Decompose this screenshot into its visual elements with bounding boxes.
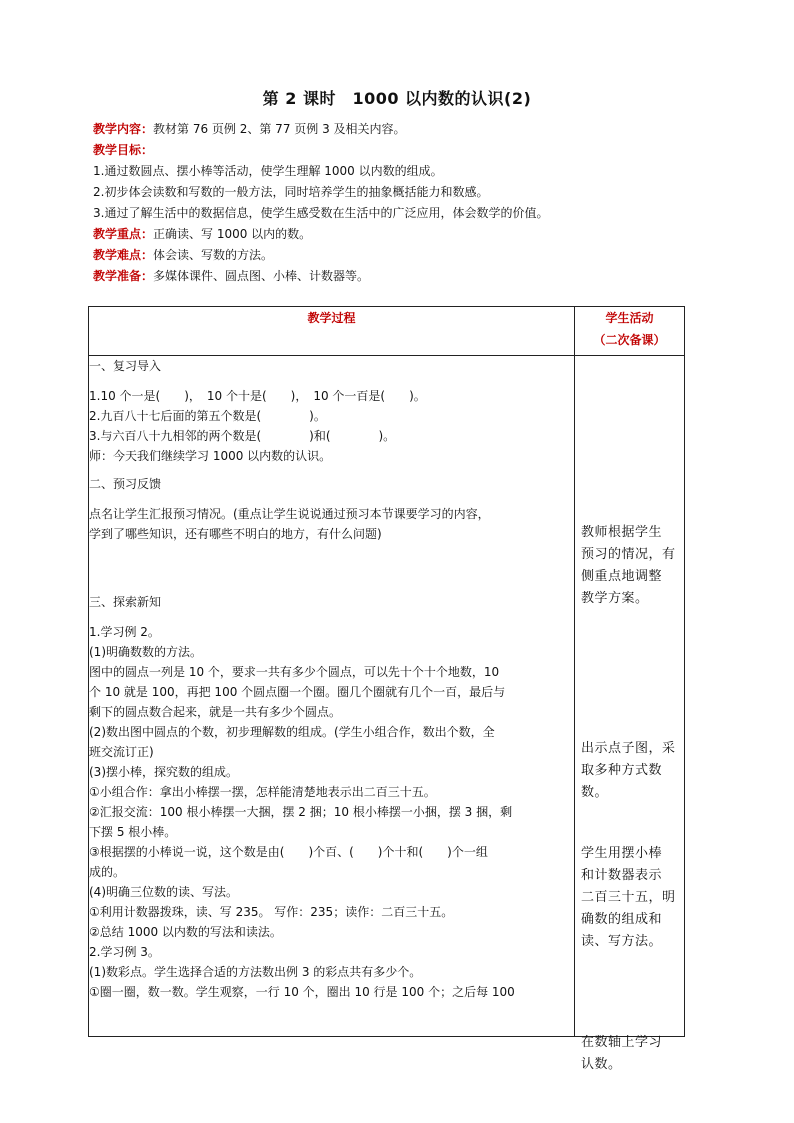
list-item: 成的。	[89, 865, 126, 879]
list-item: 2.学习例 3。	[89, 945, 160, 959]
list-item: (4)明确三位数的读、写法。	[89, 885, 238, 899]
meta-content: 教学内容：教材第 76 页例 2、第 77 页例 3 及相关内容。	[93, 122, 406, 136]
list-item: ①利用计数器拨珠，读、写 235。 写作：235；读作：二百三十五。	[89, 905, 454, 919]
list-item: ①圈一圈，数一数。学生观察，一行 10 个，圈出 10 行是 100 个；之后每 100	[89, 985, 515, 999]
list-item: ①小组合作：拿出小棒摆一摆，怎样能清楚地表示出二百三十五。	[89, 785, 436, 799]
header-teaching-process: 教学过程	[89, 307, 575, 356]
note-preview: 教师根据学生 预习的情况，有 侧重点地调整 教学方案。	[581, 525, 676, 606]
table-header-row	[89, 307, 685, 356]
teaching-plan-table	[88, 306, 685, 1072]
meta-key-point: 教学重点：正确读、写 1000 以内的数。	[93, 227, 312, 241]
list-item: 1.10 个一是( )， 10 个十是( )， 10 个一百是( )。	[89, 389, 426, 403]
list-item: ②汇报交流：100 根小棒摆一大捆，摆 2 捆；10 根小棒摆一小捆，摆 3 捆，剩	[89, 805, 513, 819]
meta-objective-3: 3.通过了解生活中的数据信息，使学生感受数在生活中的广泛应用，体会数学的价值。	[93, 206, 549, 220]
list-item: 3.与六百八十九相邻的两个数是( )和( )。	[89, 429, 396, 443]
section-preview-title: 二、预习反馈	[89, 477, 162, 491]
note-number-line: 在数轴上学习 认数。	[581, 1035, 663, 1072]
note-dot-chart: 出示点子图，采 取多种方式数 数。	[581, 741, 676, 800]
list-item: 2.九百八十七后面的第五个数是( )。	[89, 409, 326, 423]
section-review-title: 一、复习导入	[89, 359, 162, 373]
list-item: ③根据摆的小棒说一说，这个数是由( )个百、( )个十和( )个一组	[89, 845, 488, 859]
list-item: (3)摆小棒，探究数的组成。	[89, 765, 238, 779]
meta-objective-2: 2.初步体会读数和写数的一般方法，同时培养学生的抽象概括能力和数感。	[93, 185, 489, 199]
list-item: 图中的圆点一列是 10 个，要求一共有多少个圆点，可以先十个十个地数，10	[89, 665, 500, 679]
list-item: 1.学习例 2。	[89, 625, 160, 639]
table-body-row	[89, 356, 685, 1037]
meta-objectives-heading: 教学目标：	[93, 143, 154, 157]
list-item: 师：今天我们继续学习 1000 以内数的认识。	[89, 449, 332, 463]
teaching-process-cell	[89, 356, 575, 1037]
list-item: 剩下的圆点数合起来，就是一共有多少个圆点。	[89, 705, 342, 719]
lesson-title: 第 2 课时 1000 以内数的认识(2)	[262, 89, 532, 108]
list-item: (1)明确数数的方法。	[89, 645, 202, 659]
section-explore-title: 三、探索新知	[89, 595, 162, 609]
list-item: ②总结 1000 以内数的写法和读法。	[89, 925, 282, 939]
meta-difficulty: 教学难点：体会读、写数的方法。	[93, 248, 274, 262]
list-item: 班交流订正)	[89, 745, 154, 759]
list-item: (1)数彩点。学生选择合适的方法数出例 3 的彩点共有多少个。	[89, 965, 422, 979]
meta-objective-1: 1.通过数圆点、摆小棒等活动，使学生理解 1000 以内数的组成。	[93, 164, 443, 178]
student-activity-cell	[575, 356, 685, 1072]
list-item: 学到了哪些知识，还有哪些不明白的地方，有什么问题)	[89, 527, 382, 541]
meta-preparation: 教学准备：多媒体课件、圆点图、小棒、计数器等。	[93, 269, 370, 283]
header-student-activity: 学生活动 （二次备课）	[575, 307, 685, 356]
list-item: 个 10 就是 100，再把 100 个圆点圈一个圈。圈几个圈就有几个一百，最后与	[89, 685, 506, 699]
lesson-meta	[93, 119, 693, 287]
note-sticks-counter: 学生用摆小棒 和计数器表示 二百三十五，明 确数的组成和 读、写方法。	[581, 846, 676, 949]
list-item: 点名让学生汇报预习情况。(重点让学生说说通过预习本节课要学习的内容，	[89, 507, 490, 521]
list-item: 下摆 5 根小棒。	[89, 825, 177, 839]
list-item: (2)数出图中圆点的个数，初步理解数的组成。(学生小组合作，数出个数，全	[89, 725, 495, 739]
